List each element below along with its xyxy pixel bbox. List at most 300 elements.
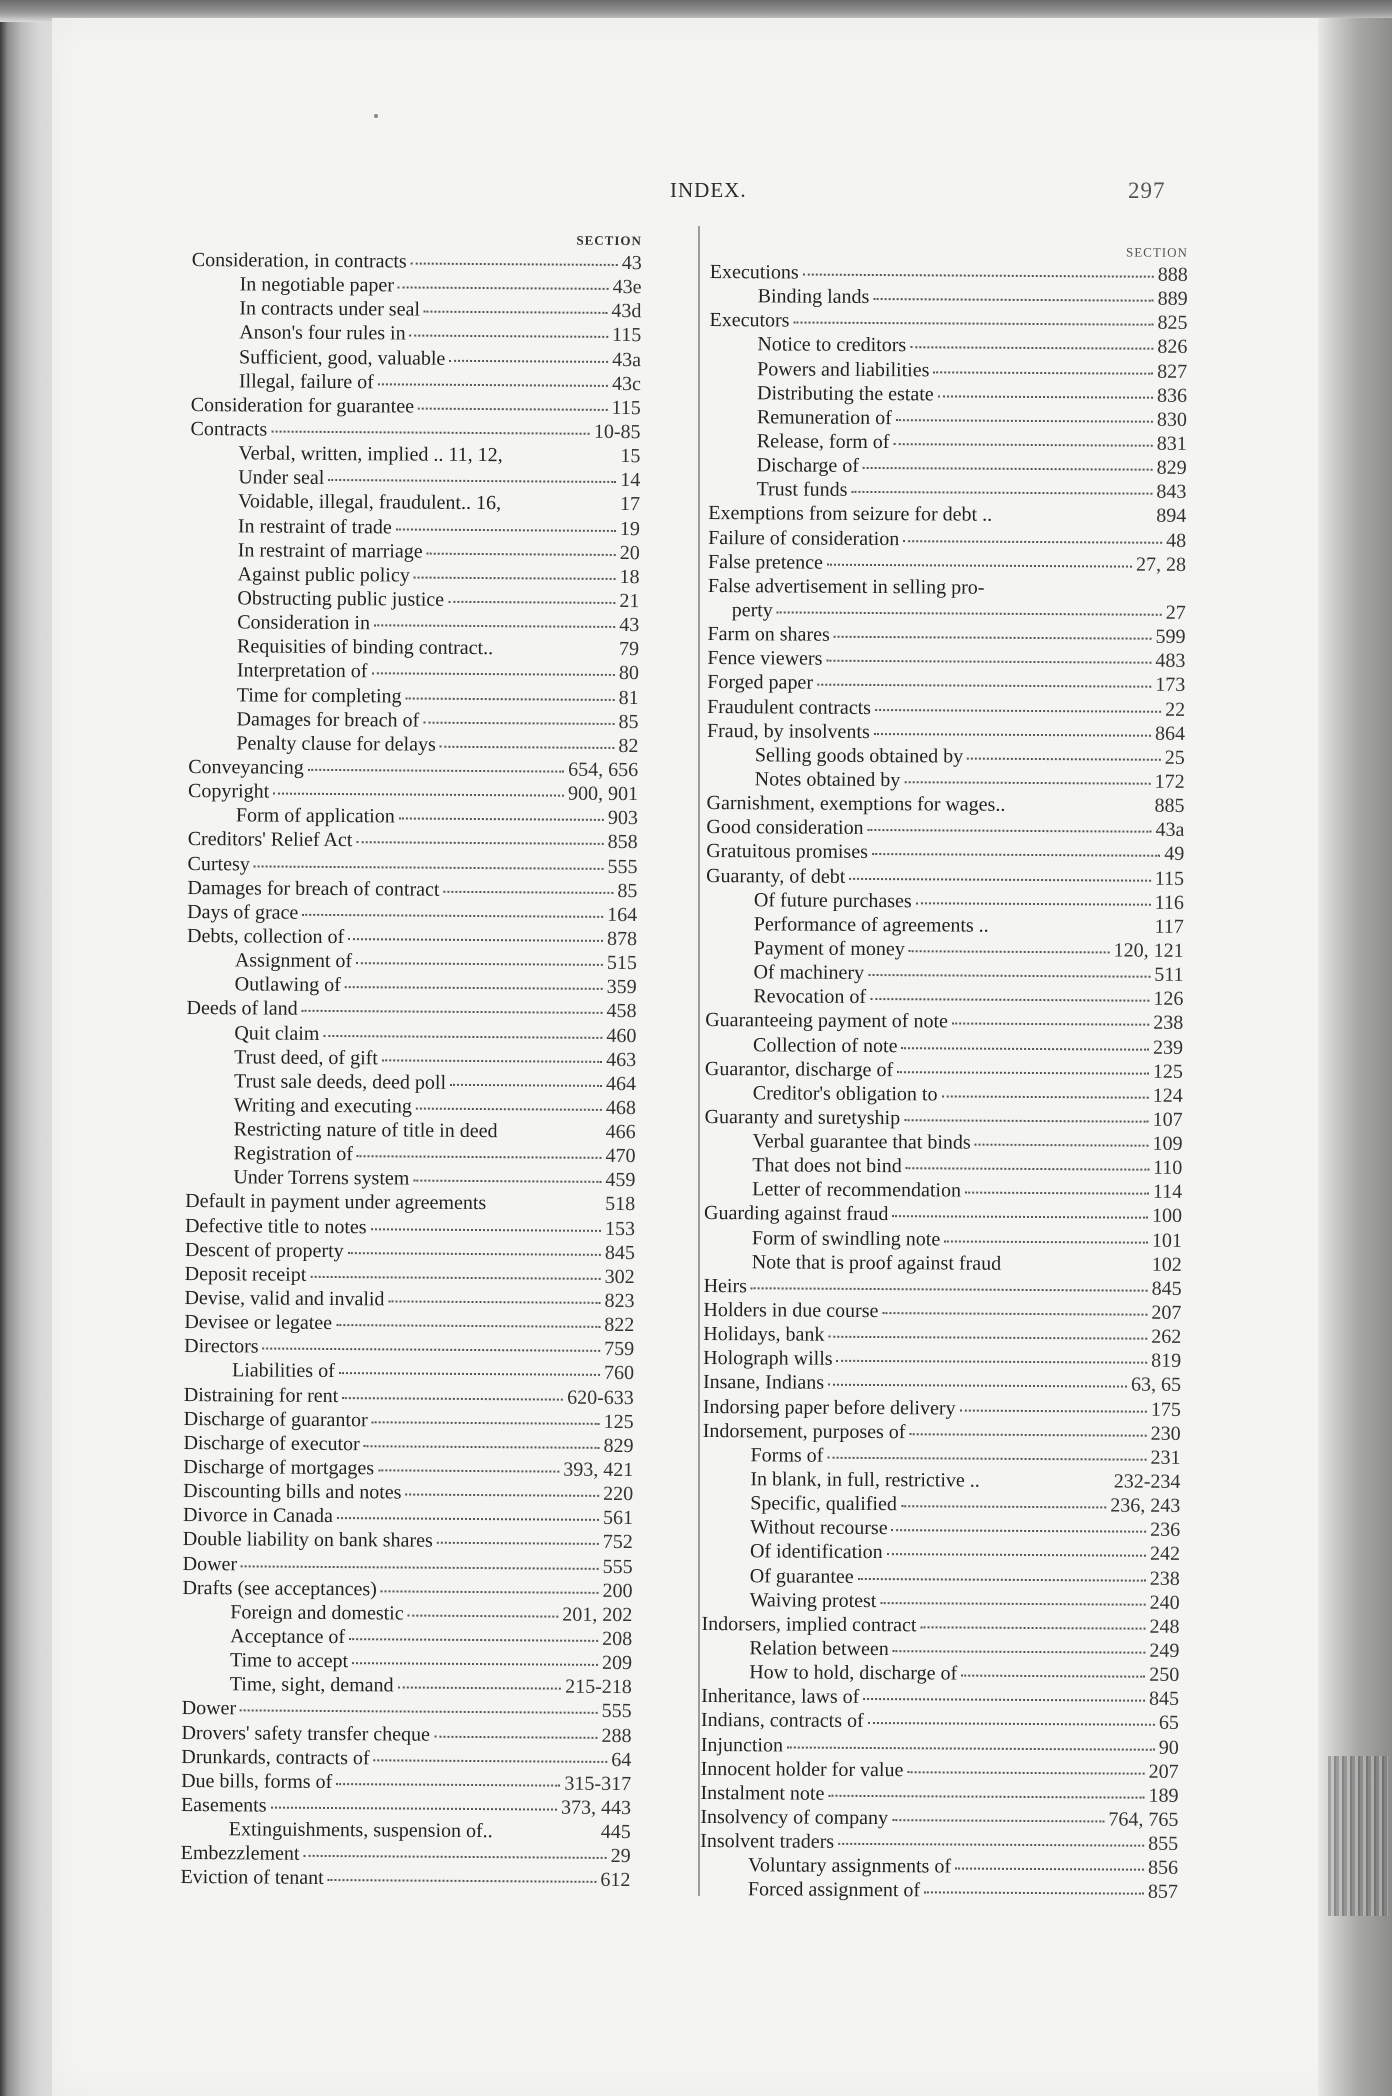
- section-number: 43: [621, 252, 642, 275]
- section-number: 22: [1165, 698, 1186, 721]
- section-number: 511: [1154, 963, 1184, 986]
- section-number: 208: [602, 1627, 633, 1651]
- dot-leader: [868, 825, 1152, 833]
- entry-label: Instalment note: [700, 1781, 825, 1805]
- section-number: 125: [603, 1410, 634, 1433]
- index-entry: [186, 1045, 636, 1072]
- index-entry: [183, 1479, 633, 1506]
- entry-label: Eviction of tenant: [180, 1866, 324, 1890]
- index-entry: [191, 345, 641, 372]
- dot-leader: [873, 294, 1153, 302]
- index-entry: [706, 839, 1184, 866]
- index-entry: [707, 646, 1185, 673]
- section-number: 445: [600, 1821, 631, 1844]
- index-entry: [700, 1829, 1178, 1856]
- dot-leader: [827, 559, 1132, 567]
- index-entry: [187, 876, 637, 903]
- dot-leader: [838, 1839, 1144, 1847]
- dot-leader: [777, 607, 1162, 615]
- section-number: 125: [1152, 1060, 1183, 1083]
- section-number: 80: [618, 662, 639, 685]
- entry-label: Writing and executing: [233, 1094, 412, 1118]
- section-number: 175: [1150, 1398, 1181, 1421]
- entry-label: Remuneration of: [756, 406, 892, 429]
- entry-label: Form of application: [235, 804, 395, 828]
- section-number: 220: [603, 1483, 634, 1506]
- section-number: 845: [1151, 1277, 1182, 1300]
- section-number: 248: [1149, 1615, 1180, 1638]
- section-number: 249: [1149, 1639, 1180, 1662]
- entry-label: Of future purchases: [753, 888, 912, 912]
- index-entry: [701, 1660, 1179, 1687]
- section-number: 19: [619, 517, 640, 540]
- section-number: 43: [619, 614, 640, 637]
- index-entry: [184, 1310, 634, 1337]
- section-number: 830: [1156, 408, 1187, 431]
- entry-label: Discharge of mortgages: [183, 1456, 375, 1480]
- section-number: 79: [618, 638, 640, 661]
- dot-leader: [828, 1380, 1127, 1388]
- dot-leader: [903, 536, 1162, 544]
- index-entry: [706, 864, 1184, 891]
- entry-label: Penalty clause for delays: [236, 732, 436, 756]
- dot-leader: [944, 1236, 1148, 1243]
- index-entry: [701, 1636, 1179, 1663]
- index-entry: [702, 1491, 1180, 1518]
- entry-label: Verbal, written, implied .. 11, 12,: [238, 442, 503, 467]
- entry-label: Under seal: [238, 466, 325, 490]
- section-number: 27: [1165, 601, 1186, 624]
- index-entry: [702, 1588, 1180, 1615]
- entry-label: In restraint of marriage: [237, 539, 423, 563]
- index-entry: [701, 1684, 1179, 1711]
- entry-label: Time to accept: [229, 1649, 349, 1673]
- entry-label: Due bills, forms of: [181, 1769, 333, 1793]
- index-entry: [709, 429, 1187, 456]
- entry-label: That does not bind: [752, 1154, 902, 1178]
- dot-leader: [507, 454, 617, 459]
- entry-label: Outlawing of: [234, 973, 341, 997]
- index-entry: [185, 1238, 635, 1265]
- entry-label: Failure of consideration: [708, 526, 900, 550]
- section-number: 836: [1156, 384, 1188, 407]
- index-entry: [184, 1358, 634, 1385]
- dot-leader: [434, 1731, 598, 1738]
- entry-label: Heirs: [703, 1274, 748, 1298]
- entry-label: Guaranty and suretyship: [704, 1105, 901, 1130]
- index-entry: [706, 888, 1184, 915]
- entry-label: Creditors' Relief Act: [187, 828, 353, 852]
- entry-label: Time for completing: [236, 683, 402, 708]
- index-entry: [709, 357, 1187, 384]
- index-entry: [191, 296, 641, 323]
- dot-leader: [405, 1490, 599, 1497]
- entry-label: Farm on shares: [707, 623, 830, 646]
- entry-label: Consideration for guarantee: [190, 393, 415, 418]
- section-number: 561: [602, 1507, 634, 1530]
- index-entry: [187, 948, 637, 975]
- entry-label: Performance of agreements ..: [753, 913, 989, 937]
- index-entry: [184, 1407, 634, 1434]
- entry-label: Trust sale deeds, deed poll: [233, 1070, 447, 1094]
- index-entry: [190, 465, 640, 492]
- section-number: 25: [1164, 746, 1185, 769]
- entry-label: Defective title to notes: [184, 1214, 367, 1238]
- entry-label: Liabilities of: [231, 1359, 335, 1383]
- index-entry: [181, 1745, 631, 1772]
- index-entry: [182, 1624, 632, 1651]
- index-entry: [191, 393, 641, 420]
- entry-label: Divorce in Canada: [182, 1504, 334, 1528]
- section-number: 823: [604, 1289, 635, 1313]
- index-entry: [704, 1153, 1182, 1180]
- dot-leader: [887, 1550, 1146, 1558]
- dot-leader: [817, 680, 1151, 688]
- index-entry: [707, 719, 1185, 746]
- dot-leader: [443, 886, 613, 893]
- entry-label: Inheritance, laws of: [701, 1685, 860, 1709]
- index-entry: [188, 707, 638, 734]
- entry-label: False advertisement in selling pro-: [707, 574, 985, 599]
- dot-leader: [336, 1779, 560, 1787]
- section-number: 515: [606, 951, 637, 975]
- section-number: 856: [1147, 1856, 1179, 1880]
- entry-label: Registration of: [233, 1142, 354, 1166]
- section-number: 900, 901: [567, 782, 639, 806]
- dot-leader: [437, 1538, 599, 1545]
- entry-label: Assignment of: [234, 949, 353, 973]
- entry-label: Double liability on bank shares: [182, 1528, 433, 1553]
- dot-leader: [302, 1006, 603, 1014]
- dot-leader: [328, 1875, 597, 1883]
- index-entry: [707, 767, 1185, 794]
- entry-label: Conveyancing: [188, 755, 304, 779]
- section-number: 460: [606, 1024, 637, 1047]
- index-entry: [707, 695, 1185, 722]
- section-number: 18: [619, 565, 640, 588]
- entry-label: Drunkards, contracts of: [181, 1745, 370, 1769]
- section-number: 48: [1166, 529, 1187, 552]
- dot-leader: [920, 1622, 1145, 1629]
- entry-label: Days of grace: [187, 900, 299, 924]
- section-number: 759: [604, 1338, 635, 1361]
- dot-leader: [349, 1634, 598, 1642]
- entry-label: Obstructing public justice: [237, 587, 445, 611]
- index-entry: [186, 1093, 636, 1120]
- index-entries-right: [700, 260, 1188, 1904]
- index-entry: [188, 803, 638, 830]
- index-entry: [183, 1503, 633, 1530]
- index-entry: [709, 308, 1187, 335]
- index-entry: [182, 1648, 632, 1675]
- dot-leader: [357, 1151, 602, 1159]
- section-number: 238: [1149, 1567, 1180, 1590]
- entry-label: Discharge of executor: [183, 1431, 360, 1456]
- entry-label: Forged paper: [707, 671, 814, 695]
- section-number: 236, 243: [1110, 1494, 1181, 1518]
- dot-leader: [875, 705, 1161, 713]
- entry-label: Guaranty, of debt: [706, 864, 846, 888]
- section-number: 459: [605, 1169, 636, 1192]
- dot-leader: [356, 958, 603, 966]
- entry-label: Devisee or legatee: [184, 1311, 333, 1335]
- index-entry: [701, 1708, 1179, 1735]
- section-number: 115: [611, 324, 642, 347]
- section-number: 359: [606, 976, 637, 999]
- section-number: 612: [600, 1869, 631, 1892]
- section-number: 315-317: [564, 1772, 632, 1795]
- index-entry: [700, 1781, 1178, 1808]
- section-number: 857: [1147, 1881, 1178, 1904]
- section-number: 173: [1155, 674, 1186, 697]
- entry-label: Dower: [181, 1697, 237, 1720]
- page-number: 297: [1128, 178, 1166, 203]
- section-number: 599: [1155, 625, 1186, 649]
- dot-leader: [505, 503, 616, 508]
- index-entry: [190, 489, 640, 516]
- index-entry: [183, 1527, 633, 1554]
- entry-label: Fraud, by insolvents: [706, 719, 870, 743]
- dot-leader: [323, 1030, 602, 1038]
- index-entry: [704, 1129, 1182, 1156]
- section-number: 858: [607, 831, 638, 854]
- section-number: 468: [605, 1096, 636, 1120]
- section-number: 845: [1149, 1688, 1180, 1711]
- entry-label: Default in payment under agreements: [185, 1190, 487, 1215]
- index-entry: [706, 815, 1184, 842]
- dot-leader: [270, 1803, 557, 1811]
- entry-label: How to hold, discharge of: [749, 1661, 958, 1685]
- entry-label: In contracts under seal: [239, 297, 420, 321]
- entry-label: Copyright: [187, 780, 270, 803]
- index-entry: [185, 1262, 635, 1289]
- entry-label: Damages for breach of contract: [187, 876, 440, 901]
- index-entry: [705, 1081, 1183, 1108]
- index-entry: [709, 405, 1187, 432]
- section-number: 826: [1157, 336, 1188, 359]
- dot-leader: [371, 1224, 601, 1232]
- dot-leader: [406, 693, 615, 700]
- dot-leader: [880, 1598, 1145, 1606]
- index-entry: [184, 1334, 634, 1361]
- dot-leader: [424, 307, 608, 314]
- section-number: 64: [611, 1748, 632, 1771]
- section-number: 864: [1154, 722, 1186, 745]
- index-entry: [183, 1431, 633, 1458]
- index-entry: [709, 332, 1187, 359]
- entry-label: Injunction: [700, 1733, 784, 1757]
- section-number: 27, 28: [1135, 553, 1187, 576]
- entry-label: Contracts: [190, 417, 268, 441]
- dot-leader: [396, 524, 616, 532]
- dot-leader: [381, 1586, 599, 1594]
- dot-leader: [906, 1163, 1149, 1170]
- entry-label: Note that is proof against fraud: [751, 1251, 1002, 1275]
- entry-label: Easements: [180, 1793, 267, 1817]
- entry-label: Drovers' safety transfer cheque: [181, 1721, 431, 1746]
- index-entry: [708, 526, 1186, 553]
- index-entry: [188, 827, 638, 854]
- dot-leader: [416, 1104, 602, 1111]
- dot-leader: [254, 861, 604, 869]
- index-entry: [186, 996, 636, 1023]
- dot-leader: [870, 994, 1149, 1002]
- entry-label: Discounting bills and notes: [183, 1480, 402, 1504]
- dot-leader: [834, 632, 1152, 640]
- dot-leader: [497, 1830, 597, 1835]
- index-entry: [700, 1805, 1178, 1832]
- index-entry: [708, 574, 1186, 601]
- index-entry: [704, 1201, 1182, 1228]
- entry-label: Deeds of land: [186, 997, 298, 1021]
- section-heading: SECTION: [1125, 244, 1188, 260]
- entry-label: Voidable, illegal, fraudulent.. 16,: [238, 490, 502, 515]
- index-entry: [701, 1612, 1179, 1639]
- dot-leader: [965, 1188, 1149, 1195]
- section-number: 878: [606, 927, 638, 951]
- index-entry: [190, 538, 640, 565]
- entry-label: Interpretation of: [236, 659, 368, 683]
- entry-label: Forced assignment of: [747, 1878, 921, 1902]
- page-edge-band: [1328, 1756, 1388, 1916]
- index-entry: [192, 272, 642, 299]
- dot-leader: [751, 1283, 1148, 1291]
- entry-label: Against public policy: [237, 563, 410, 587]
- dot-leader: [271, 427, 590, 435]
- section-number: 827: [1157, 360, 1188, 383]
- index-entry: [187, 852, 637, 879]
- section-number: 20: [619, 541, 640, 564]
- entry-label: Waiving protest: [749, 1589, 877, 1612]
- entry-label: Illegal, failure of: [238, 370, 374, 393]
- dot-leader: [907, 1767, 1144, 1774]
- entry-label: Forms of: [750, 1444, 824, 1467]
- dot-leader: [398, 283, 609, 290]
- index-entry: [704, 1177, 1182, 1204]
- dot-leader: [408, 1610, 559, 1617]
- index-entry: [185, 1165, 635, 1192]
- entry-label: Devise, valid and invalid: [184, 1287, 385, 1311]
- section-number: 115: [611, 396, 641, 419]
- section-number: 373, 443: [560, 1796, 632, 1820]
- index-entry: [188, 755, 638, 782]
- section-number: 102: [1151, 1253, 1182, 1276]
- index-entry: [182, 1600, 632, 1627]
- index-entry: [702, 1539, 1180, 1566]
- section-number: 101: [1151, 1229, 1182, 1252]
- section-number: 518: [605, 1193, 636, 1216]
- dot-leader: [1005, 1263, 1148, 1268]
- section-number: 250: [1149, 1663, 1180, 1687]
- section-number: 85: [617, 879, 638, 902]
- dot-leader: [423, 717, 614, 724]
- section-number: 889: [1157, 287, 1188, 311]
- section-number: 262: [1151, 1325, 1182, 1349]
- section-number: 110: [1153, 1156, 1183, 1180]
- index-entry: [189, 658, 639, 685]
- index-entry: [705, 1105, 1183, 1132]
- index-entry: [181, 1793, 631, 1820]
- section-number: 555: [601, 1700, 632, 1723]
- entry-label: Sufficient, good, valuable: [239, 345, 446, 370]
- dot-leader: [398, 1683, 562, 1690]
- section-number: 236: [1150, 1519, 1181, 1542]
- entry-label: Damages for breach of: [236, 707, 420, 732]
- section-number: 109: [1152, 1132, 1183, 1155]
- section-number: 288: [601, 1724, 632, 1747]
- dot-leader: [302, 910, 603, 918]
- index-entry: [191, 369, 641, 396]
- dot-leader: [342, 1393, 563, 1401]
- section-number: 85: [618, 710, 639, 733]
- section-number: 15: [620, 445, 641, 468]
- section-number: 458: [606, 1000, 637, 1023]
- section-number: 90: [1158, 1736, 1179, 1759]
- dot-leader: [938, 391, 1153, 398]
- section-number: 201, 202: [562, 1603, 633, 1626]
- dot-leader: [328, 475, 616, 483]
- section-number: 21: [619, 589, 640, 613]
- section-number: 43d: [611, 300, 642, 323]
- entry-label: Creditor's obligation to: [752, 1082, 938, 1106]
- dot-leader: [851, 487, 1152, 495]
- index-entry: [700, 1877, 1178, 1904]
- entry-label: Consideration in: [237, 611, 371, 635]
- index-entry: [187, 972, 637, 999]
- dot-leader: [411, 259, 618, 266]
- dot-leader: [490, 1203, 601, 1208]
- index-entry: [189, 683, 639, 710]
- index-entry: [703, 1346, 1181, 1373]
- dot-leader: [399, 814, 604, 821]
- entry-label: Notice to creditors: [757, 333, 907, 357]
- index-entry: [190, 514, 640, 541]
- entry-label: Insolvent traders: [700, 1830, 835, 1853]
- section-number: 238: [1153, 1012, 1184, 1035]
- index-entry: [184, 1383, 634, 1410]
- index-entry: [702, 1515, 1180, 1542]
- dot-leader: [901, 1043, 1149, 1051]
- entry-label: Powers and liabilities: [757, 357, 930, 381]
- dot-leader: [273, 789, 564, 797]
- index-entry: [705, 984, 1183, 1011]
- index-entry: [188, 779, 638, 806]
- dot-leader: [868, 970, 1150, 978]
- dot-leader: [826, 656, 1151, 664]
- index-entries-left: [180, 248, 641, 1893]
- dot-leader: [910, 343, 1153, 350]
- dot-leader: [892, 1212, 1148, 1220]
- index-entry: [702, 1564, 1180, 1591]
- section-number: 126: [1153, 987, 1184, 1011]
- dot-leader: [901, 1501, 1106, 1508]
- section-number: 107: [1152, 1108, 1183, 1131]
- dot-leader: [303, 1851, 606, 1859]
- dot-leader: [952, 1019, 1149, 1026]
- dot-leader: [961, 1671, 1145, 1678]
- entry-label: Distraining for rent: [183, 1383, 339, 1407]
- section-number: 232-234: [1113, 1470, 1181, 1493]
- dot-leader: [348, 934, 603, 942]
- entry-label: Indorsing paper before delivery: [702, 1395, 956, 1420]
- index-entry: [703, 1419, 1181, 1446]
- index-entry: [189, 586, 639, 613]
- index-entry: [708, 501, 1186, 528]
- dot-leader: [339, 1369, 600, 1377]
- section-number: 172: [1154, 770, 1185, 793]
- section-number: 82: [618, 734, 639, 757]
- dot-leader: [449, 355, 608, 362]
